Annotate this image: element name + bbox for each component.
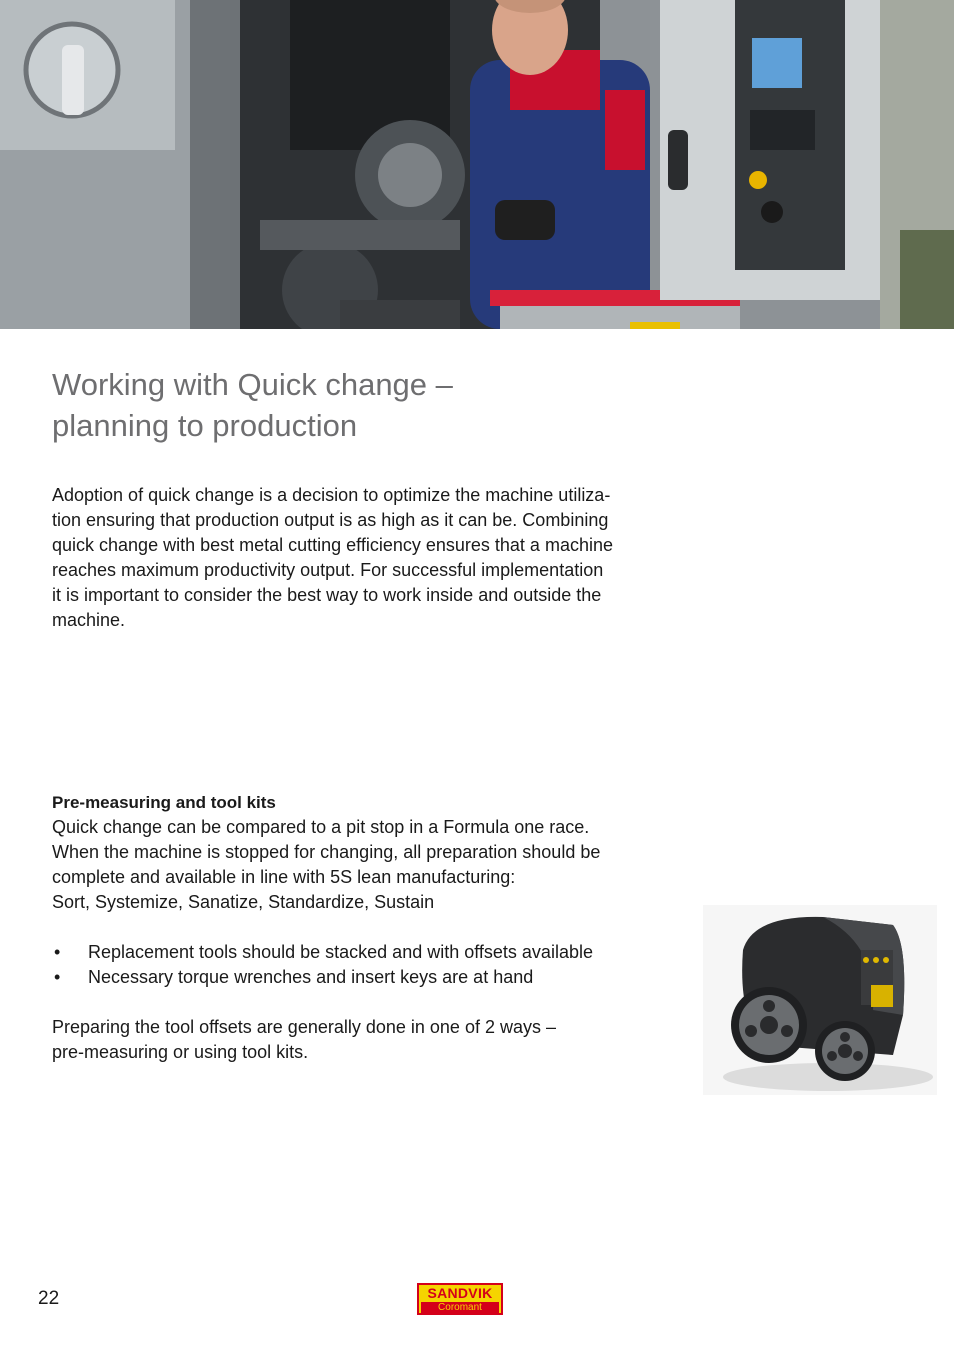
section-line: complete and available in line with 5S lean manufacturing: [52,867,516,887]
spacer [52,990,702,1015]
bullet-list [52,940,702,990]
section-line: When the machine is stopped for changing, all preparation should be [52,842,601,862]
product-photo [703,905,937,1095]
section-line: Preparing the tool offsets are generally done in one of 2 ways – [52,1017,556,1037]
hero-photo [0,0,954,329]
section-line: Sort, Systemize, Sanatize, Standardize, Sustain [52,892,435,912]
machine-operator-photo-icon [0,0,954,329]
sandvik-coromant-logo [417,1283,503,1315]
pre-measuring-section [52,790,702,1065]
intro-line: quick change with best metal cutting efficiency ensures that a machine [52,535,613,555]
section-line: Quick change can be compared to a pit stop in a Formula one race. [52,817,590,837]
page-title [52,364,672,446]
bullet-marker: • [54,942,61,962]
page-title-line: planning to production [52,408,358,443]
quick-change-tool-holder-photo-icon [703,905,937,1095]
logo-sub: Coromant [421,1302,499,1314]
intro-line: tion ensuring that production output is as high as it can be. Combining [52,510,609,530]
spacer [52,915,702,940]
intro-line: Adoption of quick change is a decision to optimize the machine utiliza- [52,485,611,505]
section-heading: Pre-measuring and tool kits [52,793,276,812]
bullet-item [52,965,702,990]
section-line: pre-measuring or using tool kits. [52,1042,309,1062]
bullet-text: Replacement tools should be stacked and with offsets available [88,942,593,962]
page-number: 22 [38,1288,60,1309]
bullet-item [52,940,702,965]
intro-line: machine. [52,610,126,630]
intro-line: it is important to consider the best way to work inside and outside the [52,585,602,605]
intro-paragraph [52,483,702,633]
intro-line: reaches maximum productivity output. For successful implementation [52,560,604,580]
logo-brand: SANDVIK [427,1285,493,1301]
bullet-text: Necessary torque wrenches and insert keys are at hand [88,967,534,987]
page-title-line: Working with Quick change – [52,367,453,402]
bullet-marker: • [54,967,61,987]
